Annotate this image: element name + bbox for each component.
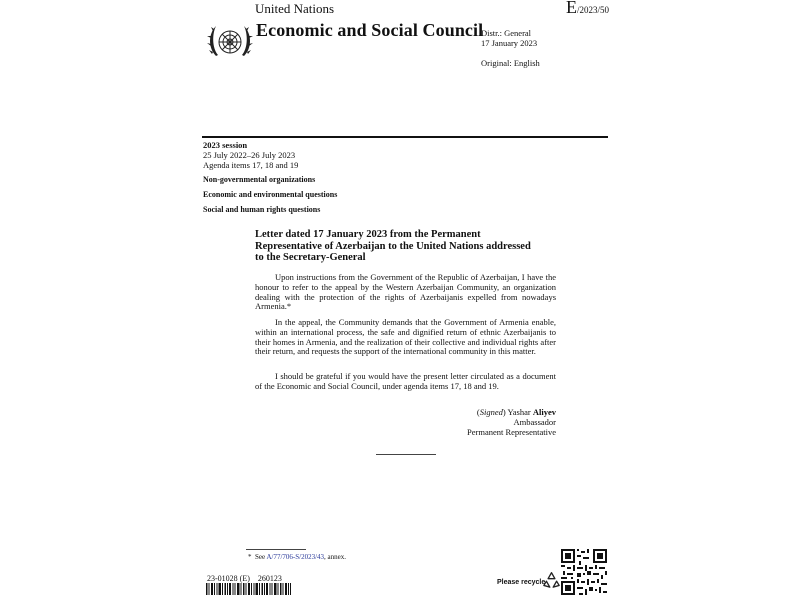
letter-title-line: Letter dated 17 January 2023 from the Permanent (255, 229, 481, 240)
agenda-items: Agenda items 17, 18 and 19 (203, 160, 299, 170)
document-symbol (566, 0, 609, 18)
footnote-star: * (248, 553, 252, 561)
signature-line: (Signed) Yashar Aliyev (476, 407, 556, 417)
signer-title: Ambassador (513, 417, 556, 427)
council-title: Economic and Social Council (256, 20, 484, 40)
signer-last-name: Aliyev (532, 407, 556, 417)
category-social: Social and human rights questions (203, 205, 321, 214)
distribution: Distr.: General (481, 28, 532, 38)
barcode-icon (206, 583, 291, 595)
paragraph-text: I should be grateful if you would have the present letter circulated as a document of the Economic and Social Council, under agenda items 17, 18 and 19. (255, 371, 556, 391)
session-title: 2023 session (203, 140, 248, 150)
signer-position: Permanent Representative (467, 427, 556, 437)
un-emblem-icon (206, 22, 254, 62)
signer-first-name: Yashar (507, 407, 531, 417)
header-rule (202, 136, 608, 138)
paragraph-2 (255, 318, 556, 357)
document-number: 23-01028 (E) 260123 (207, 574, 282, 583)
footnote (248, 553, 346, 561)
footnote-rule (246, 549, 306, 550)
paragraph-3 (255, 372, 556, 392)
symbol-letter: E (566, 0, 577, 17)
session-info (203, 140, 298, 170)
signature (467, 407, 556, 437)
footnote-suffix: , annex. (324, 553, 347, 561)
qr-code-icon (561, 549, 607, 595)
distribution-info (481, 28, 537, 48)
footnote-prefix: See (255, 553, 266, 561)
letter-title (255, 229, 555, 264)
recycle-label: Please recycle (497, 579, 546, 586)
footnote-link[interactable]: A/77/706-S/2023/43 (266, 553, 325, 561)
paragraph-text: Upon instructions from the Government of the Republic of Azerbaijan, I have the honour to refer to the appeal by the Western Azerbaijan Community, an organization dealing with the protection of the rights of Azerbaijanis expelled from nowadays Armenia.* (255, 272, 556, 312)
paragraph-1 (255, 273, 556, 312)
letter-title-line: Representative of Azerbaijan to the United Nations addressed (255, 240, 531, 252)
recycle-icon (543, 571, 560, 588)
original-language: Original: English (481, 58, 540, 68)
category-economic: Economic and environmental questions (203, 190, 338, 199)
paragraph-text: In the appeal, the Community demands that the Government of Armenia enable, within an international process, the safe and dignified return of ethnic Azerbaijanis to their homes in Armenia, and the realization of their collective and individual rights after their return, and requests the support of the international community in this matter. (255, 317, 556, 357)
org-name: United Nations (255, 1, 335, 16)
end-rule (376, 454, 436, 455)
session-dates: 25 July 2022–26 July 2023 (203, 150, 296, 160)
symbol-number: /2023/50 (577, 5, 610, 15)
document-date: 17 January 2023 (481, 38, 538, 48)
letter-title-line: to the Secretary-General (255, 252, 366, 263)
category-ngo: Non-governmental organizations (203, 175, 316, 184)
signed-mark: Signed (479, 407, 503, 417)
